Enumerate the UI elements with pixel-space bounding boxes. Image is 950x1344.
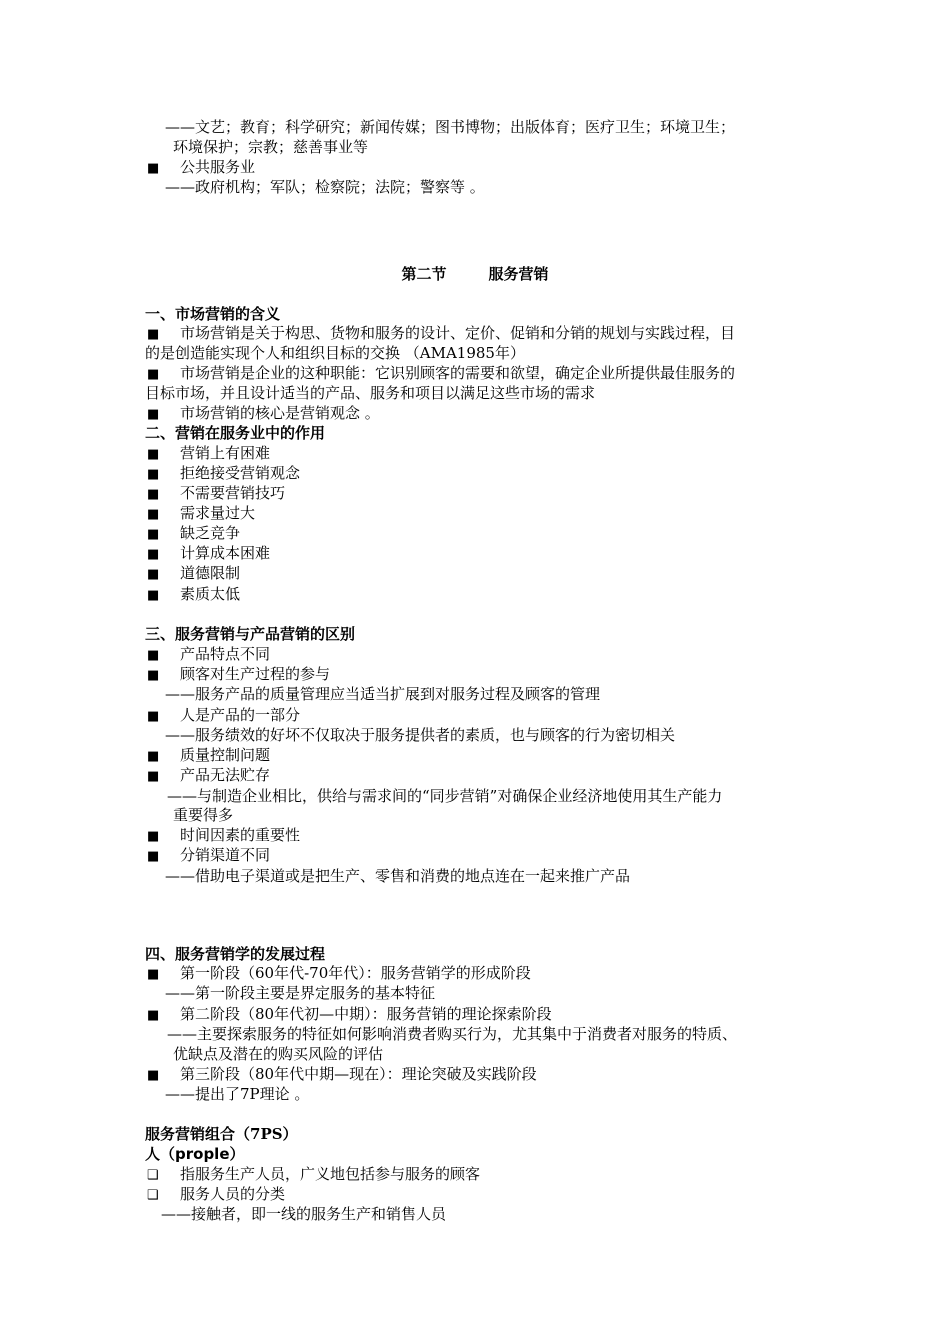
- text-line: [145, 383, 595, 403]
- heading-line: [145, 1144, 245, 1164]
- line-text: 营销上有困难: [180, 444, 271, 462]
- list-item: [147, 323, 735, 345]
- list-item: [147, 644, 270, 666]
- square-bullet-icon: ■: [147, 327, 160, 342]
- list-item: [147, 1184, 285, 1206]
- line-text: 目标市场，并且设计适当的产品、服务和项目以满足这些市场的需求: [145, 384, 596, 402]
- text-line: [173, 137, 368, 157]
- line-text: 公共服务业: [180, 158, 256, 176]
- heading-line: [145, 944, 325, 964]
- square-bullet-icon: ■: [147, 849, 160, 864]
- square-bullet-icon: ■: [147, 407, 160, 422]
- list-item: [147, 845, 270, 867]
- line-text: 市场营销是关于构思、货物和服务的设计、定价、促销和分销的规划与实践过程，目: [180, 324, 736, 342]
- square-bullet-icon: ■: [147, 567, 160, 582]
- text-line: [167, 786, 722, 806]
- line-text: 质量控制问题: [180, 746, 271, 764]
- line-text: ——政府机构；军队；检察院；法院；警察等 。: [165, 178, 485, 196]
- checkbox-bullet-icon: ❑: [147, 1168, 159, 1183]
- square-bullet-icon: ■: [147, 507, 160, 522]
- text-line: [161, 1204, 446, 1224]
- heading-line: [145, 423, 325, 443]
- text-line: [165, 684, 600, 704]
- square-bullet-icon: ■: [147, 709, 160, 724]
- square-bullet-icon: ■: [147, 668, 160, 683]
- line-text: 指服务生产人员，广义地包括参与服务的顾客: [180, 1165, 481, 1183]
- text-line: [165, 866, 630, 886]
- list-item: [147, 1064, 537, 1086]
- line-text: ——服务绩效的好坏不仅取决于服务提供者的素质，也与顾客的行为密切相关: [165, 726, 676, 744]
- heading-line: [145, 1124, 298, 1144]
- line-text: 素质太低: [180, 585, 241, 603]
- section-heading: 服务营销: [488, 265, 549, 283]
- line-text: 服务营销组合（7PS）: [145, 1125, 298, 1143]
- line-text: 市场营销是企业的这种职能：它识别顾客的需要和欲望，确定企业所提供最佳服务的: [180, 364, 736, 382]
- square-bullet-icon: ■: [147, 829, 160, 844]
- line-text: 产品无法贮存: [180, 766, 271, 784]
- square-bullet-icon: ■: [147, 367, 160, 382]
- line-text: 计算成本困难: [180, 544, 271, 562]
- line-text: 第二阶段（80年代初—中期）：服务营销的理论探索阶段: [180, 1005, 552, 1023]
- square-bullet-icon: ■: [147, 487, 160, 502]
- list-item: [147, 463, 300, 485]
- square-bullet-icon: ■: [147, 1008, 160, 1023]
- square-bullet-icon: ■: [147, 467, 160, 482]
- square-bullet-icon: ■: [147, 588, 160, 603]
- line-text: 重要得多: [173, 806, 234, 824]
- line-text: 市场营销的核心是营销观念 。: [180, 404, 380, 422]
- line-text: 产品特点不同: [180, 645, 271, 663]
- list-item: [147, 963, 531, 985]
- text-line: [145, 343, 525, 363]
- list-item: [147, 157, 255, 179]
- list-item: [147, 563, 240, 585]
- line-text: 环境保护；宗教；慈善事业等: [173, 138, 369, 156]
- line-text: 人是产品的一部分: [180, 706, 301, 724]
- list-item: [147, 1164, 480, 1186]
- heading-line: [145, 624, 355, 644]
- list-item: [147, 1004, 552, 1026]
- line-text: 一、市场营销的含义: [145, 305, 281, 323]
- text-line: [165, 177, 485, 197]
- line-text: ——主要探索服务的特征如何影响消费者购买行为，尤其集中于消费者对服务的特质、: [167, 1025, 738, 1043]
- text-line: [167, 1024, 737, 1044]
- line-text: 第三阶段（80年代中期—现在）：理论突破及实践阶段: [180, 1065, 537, 1083]
- list-item: [147, 705, 300, 727]
- list-item: [147, 584, 240, 606]
- line-text: 道德限制: [180, 564, 241, 582]
- text-line: [173, 805, 233, 825]
- line-text: 不需要营销技巧: [180, 484, 286, 502]
- line-text: ——借助电子渠道或是把生产、零售和消费的地点连在一起来推广产品: [165, 867, 631, 885]
- line-text: 顾客对生产过程的参与: [180, 665, 331, 683]
- line-text: 需求量过大: [180, 504, 256, 522]
- line-text: 四、服务营销学的发展过程: [145, 945, 326, 963]
- list-item: [147, 403, 380, 425]
- square-bullet-icon: ■: [147, 769, 160, 784]
- list-item: [147, 745, 270, 767]
- square-bullet-icon: ■: [147, 161, 160, 176]
- square-bullet-icon: ■: [147, 527, 160, 542]
- list-item: [147, 443, 270, 465]
- square-bullet-icon: ■: [147, 547, 160, 562]
- list-item: [147, 483, 285, 505]
- line-text: ——与制造企业相比，供给与需求间的“同步营销”对确保企业经济地使用其生产能力: [167, 787, 723, 805]
- line-text: ——提出了7P理论 。: [165, 1085, 310, 1103]
- line-text: 拒绝接受营销观念: [180, 464, 301, 482]
- text-line: [165, 1084, 309, 1104]
- line-text: ——服务产品的质量管理应当适当扩展到对服务过程及顾客的管理: [165, 685, 601, 703]
- square-bullet-icon: ■: [147, 447, 160, 462]
- line-text: 二、营销在服务业中的作用: [145, 424, 326, 442]
- text-line: [165, 983, 435, 1003]
- square-bullet-icon: ■: [147, 749, 160, 764]
- line-text: ——文艺；教育；科学研究；新闻传媒；图书博物；出版体育；医疗卫生；环境卫生；: [165, 118, 736, 136]
- square-bullet-icon: ■: [147, 967, 160, 982]
- list-item: [147, 363, 735, 385]
- line-text: ——第一阶段主要是界定服务的基本特征: [165, 984, 436, 1002]
- line-text: 人（prople）: [145, 1145, 245, 1163]
- list-item: [147, 765, 270, 787]
- list-item: [147, 523, 240, 545]
- text-line: [165, 725, 675, 745]
- list-item: [147, 503, 255, 525]
- square-bullet-icon: ■: [147, 648, 160, 663]
- line-text: 优缺点及潜在的购买风险的评估: [173, 1045, 384, 1063]
- list-item: [147, 543, 270, 565]
- list-item: [147, 825, 300, 847]
- line-text: 时间因素的重要性: [180, 826, 301, 844]
- line-text: ——接触者，即一线的服务生产和销售人员: [161, 1205, 447, 1223]
- line-text: 三、服务营销与产品营销的区别: [145, 625, 356, 643]
- section-number: 第二节: [401, 265, 447, 283]
- checkbox-bullet-icon: ❑: [147, 1188, 159, 1203]
- section-title: [0, 264, 950, 284]
- line-text: 第一阶段（60年代-70年代）：服务营销学的形成阶段: [180, 964, 531, 982]
- line-text: 分销渠道不同: [180, 846, 271, 864]
- line-text: 的是创造能实现个人和组织目标的交换 （AMA1985年）: [145, 344, 525, 362]
- text-line: [165, 117, 735, 137]
- text-line: [173, 1044, 383, 1064]
- line-text: 缺乏竞争: [180, 524, 241, 542]
- square-bullet-icon: ■: [147, 1068, 160, 1083]
- line-text: 服务人员的分类: [180, 1185, 286, 1203]
- list-item: [147, 664, 330, 686]
- heading-line: [145, 304, 280, 324]
